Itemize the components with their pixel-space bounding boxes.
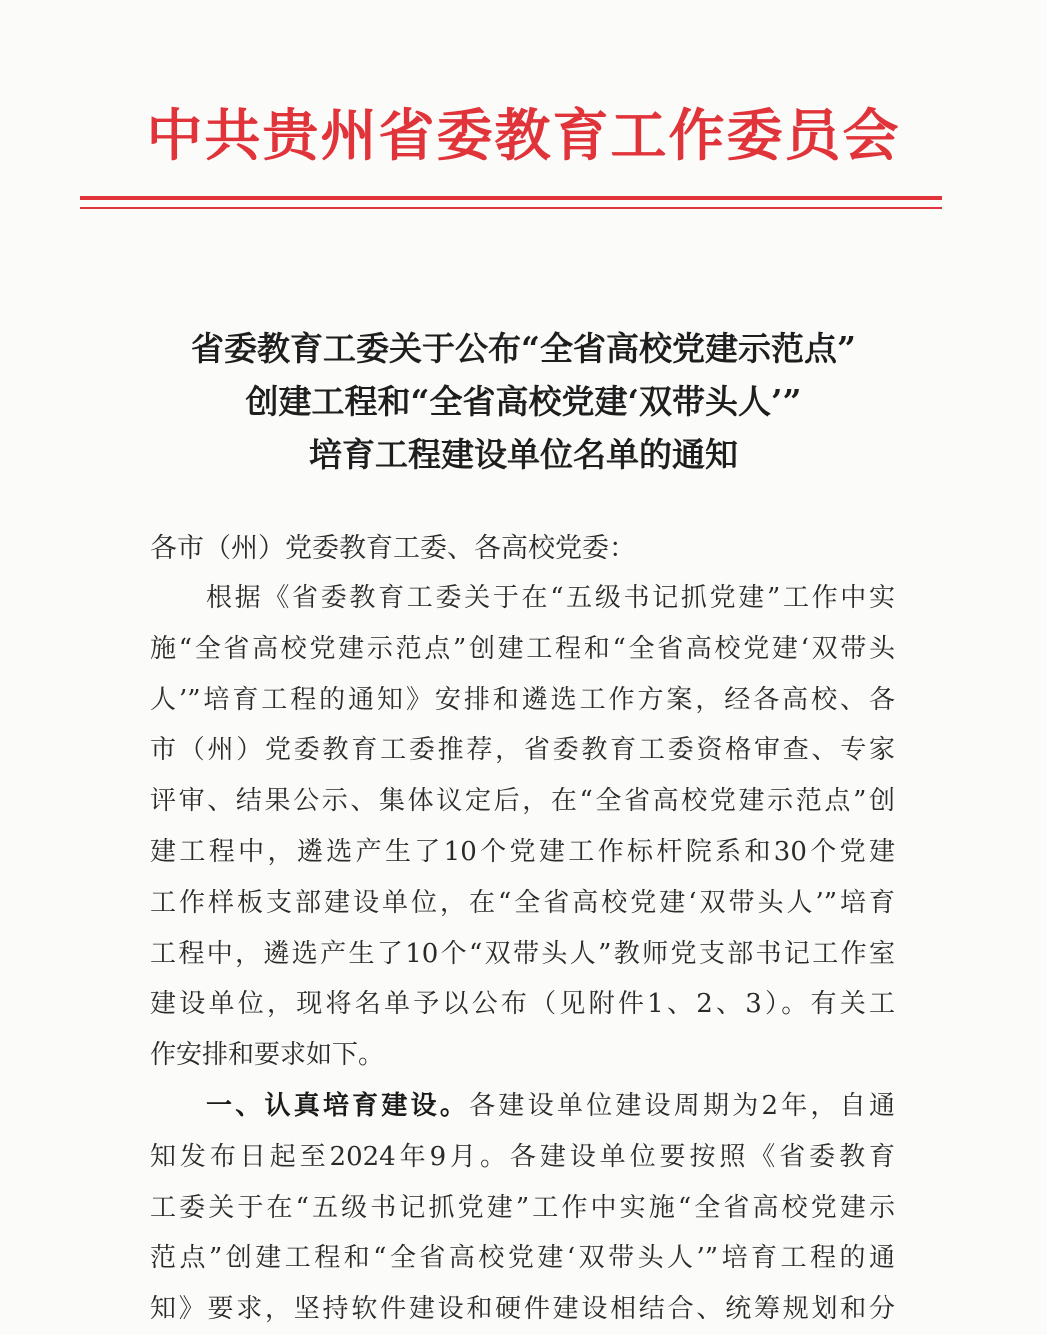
masthead-org-name: 中共贵州省委教育工作委员会 bbox=[146, 103, 901, 169]
masthead-rule-thick bbox=[80, 196, 942, 200]
masthead-rule-thin bbox=[80, 207, 942, 209]
body-line: 作安排和要求如下。 bbox=[150, 1040, 385, 1071]
section-1-first-line-rest: 各建设单位建设周期为2年，自通 bbox=[469, 1090, 895, 1121]
body-line: 市（州）党委教育工委推荐，省委教育工委资格审查、专家 bbox=[150, 735, 895, 766]
section-1-first-line bbox=[150, 1081, 895, 1132]
body-line: 施“全省高校党建示范点”创建工程和“全省高校党建‘双带头 bbox=[150, 633, 895, 664]
body-line: 建工程中，遴选产生了10个党建工作标杆院系和30个党建 bbox=[150, 836, 895, 867]
body-line: 工程中，遴选产生了10个“双带头人”教师党支部书记工作室 bbox=[150, 938, 895, 969]
title-line: 创建工程和“全省高校党建‘双带头人’” bbox=[245, 382, 802, 421]
body-line: 建设单位，现将名单予以公布（见附件1、2、3）。有关工 bbox=[150, 989, 895, 1020]
body-line: 工作样板支部建设单位，在“全省高校党建‘双带头人’”培育 bbox=[150, 887, 895, 918]
body-line: 工委关于在“五级书记抓党建”工作中实施“全省高校党建示 bbox=[150, 1192, 895, 1223]
body-line: 知发布日起至2024年9月。各建设单位要按照《省委教育 bbox=[150, 1141, 895, 1172]
body-line: 范点”创建工程和“全省高校党建‘双带头人’”培育工程的通 bbox=[150, 1243, 895, 1274]
body-line: 根据《省委教育工委关于在“五级书记抓党建”工作中实 bbox=[206, 583, 895, 613]
body-line: 人’”培育工程的通知》安排和遴选工作方案，经各高校、各 bbox=[150, 684, 895, 715]
body-line: 知》要求，坚持软件建设和硬件建设相结合、统筹规划和分 bbox=[150, 1294, 895, 1325]
title-line: 培育工程建设单位名单的通知 bbox=[309, 435, 738, 474]
section-1-heading: 一、认真培育建设。 bbox=[206, 1090, 470, 1121]
title-line: 省委教育工委关于公布“全省高校党建示范点” bbox=[191, 329, 856, 368]
document-body bbox=[150, 573, 895, 1335]
document-title bbox=[0, 322, 1047, 481]
salutation: 各市（州）党委教育工委、各高校党委： bbox=[150, 533, 636, 564]
body-line: 评审、结果公示、集体议定后，在“全省高校党建示范点”创 bbox=[150, 786, 895, 817]
